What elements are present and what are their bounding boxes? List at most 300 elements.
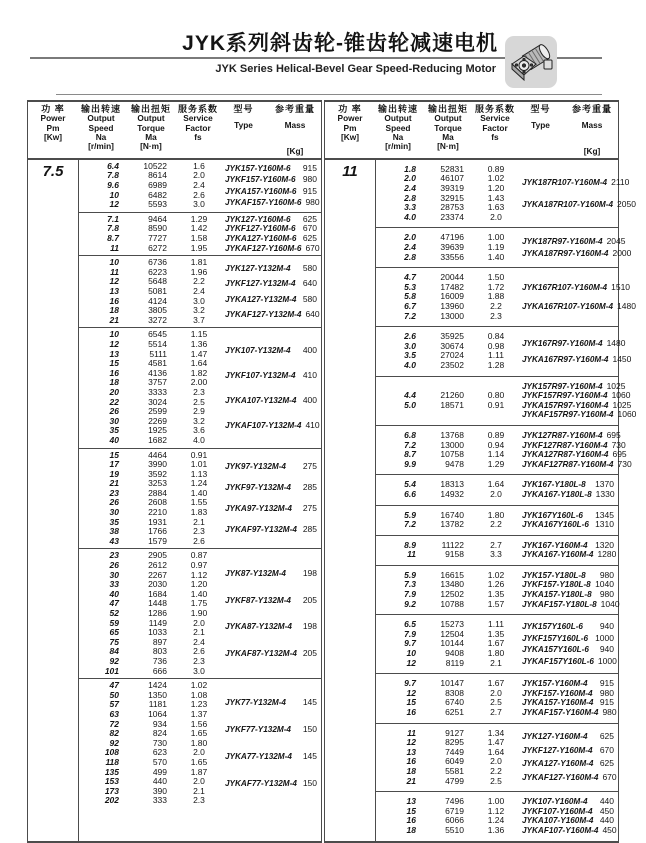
speed-cell: 2.0	[404, 173, 416, 184]
type-cell: JYKAF127-Y160M-6	[225, 243, 302, 253]
torque-cell: 13782	[440, 519, 464, 530]
mass-cell: 625	[599, 731, 614, 742]
spec-block	[376, 791, 618, 840]
speed-cell: 7.2	[404, 310, 416, 321]
speed-cell: 23	[109, 487, 119, 498]
mass-cell: 198	[302, 621, 317, 632]
speed-cell: 2.4	[404, 242, 416, 253]
type-cell: JYKF127-Y160M-4	[522, 745, 593, 755]
type-cell: JYKF97-Y132M-4	[225, 483, 291, 493]
type-cell: JYK77-Y132M-4	[225, 698, 286, 708]
speed-cell: 5.8	[404, 291, 416, 302]
type-list	[219, 215, 321, 253]
type-cell: JYKA107-Y132M-4	[225, 395, 297, 405]
mass-cell: 145	[302, 751, 317, 762]
torque-cell: 5593	[148, 199, 167, 210]
type-cell: JYKA167-Y180L-8	[522, 489, 592, 499]
speed-cell: 12	[109, 199, 119, 210]
type-row	[225, 197, 320, 208]
torque-cell: 1350	[148, 689, 167, 700]
torque-cell: 10788	[440, 598, 464, 609]
type-row	[522, 301, 636, 312]
torque-cell: 3990	[148, 459, 167, 470]
type-cell: JYK167-Y180L-8	[522, 480, 586, 490]
type-cell: JYKA157-Y160M-6	[225, 186, 297, 196]
speed-cell: 13	[109, 286, 119, 297]
fs-cell: 3.2	[193, 305, 205, 316]
torque-cell: 1064	[148, 708, 167, 719]
type-cell: JYKAF157-Y180L-8	[522, 599, 597, 609]
type-row	[225, 396, 317, 406]
type-cell: JYKA127R87-Y160M-4	[522, 450, 609, 460]
mass-cell: 205	[302, 648, 317, 659]
speed-cell: 135	[104, 766, 119, 777]
fs-cell: 1.36	[487, 824, 505, 835]
fs-cell: 2.2	[490, 519, 502, 530]
fs-cell: 1.35	[487, 589, 505, 600]
type-row	[522, 655, 617, 667]
speed-cell: 4.0	[404, 211, 416, 222]
speed-cell: 12	[406, 737, 416, 748]
speed-cell: 21	[406, 775, 416, 786]
torque-cell: 33556	[440, 251, 464, 262]
torque-cell: 9158	[445, 549, 464, 560]
fs-cell: 1.34	[487, 727, 505, 738]
mass-cell: 1310	[595, 519, 614, 530]
speed-cell: 47	[109, 680, 119, 691]
torque-cell: 1766	[148, 526, 167, 537]
fs-cell: 1.36	[190, 338, 208, 349]
speed-cell: 21	[109, 478, 119, 489]
fs-cell: 2.1	[193, 785, 205, 796]
type-row	[522, 449, 627, 460]
speed-cell: 7.9	[404, 589, 416, 600]
mass-cell: 670	[305, 242, 320, 253]
torque-cell: 736	[152, 655, 167, 666]
fs-cell: 1.47	[190, 348, 208, 359]
fs-cell: 1.83	[190, 507, 208, 518]
fs-cell: 1.02	[190, 680, 208, 691]
data-row	[376, 600, 516, 610]
data-row	[376, 550, 516, 560]
fs-cell: 1.6	[193, 160, 205, 171]
mass-cell: 145	[302, 697, 317, 708]
numeric-rows	[376, 480, 516, 499]
type-row	[225, 649, 317, 659]
torque-cell: 13768	[440, 429, 464, 440]
fs-cell: 2.3	[490, 310, 502, 321]
speed-cell: 38	[109, 526, 119, 537]
type-row	[225, 234, 317, 244]
torque-cell: 3253	[148, 478, 167, 489]
speed-cell: 57	[109, 699, 119, 710]
data-row	[376, 826, 516, 836]
type-list	[516, 729, 618, 787]
fs-cell: 3.0	[193, 665, 205, 676]
mass-cell: 1025	[606, 380, 626, 391]
type-cell: JYK87-Y132M-4	[225, 568, 286, 578]
torque-cell: 6066	[445, 815, 464, 826]
data-row	[79, 436, 219, 446]
type-list	[516, 380, 637, 420]
speed-cell: 7.1	[107, 213, 119, 224]
torque-cell: 897	[152, 636, 167, 647]
fs-cell: 1.15	[190, 329, 208, 340]
fs-cell: 1.80	[487, 509, 505, 520]
torque-cell: 12504	[440, 628, 464, 639]
mass-cell: 275	[302, 461, 317, 472]
fs-cell: 3.3	[490, 549, 502, 560]
fs-cell: 1.11	[488, 350, 504, 361]
power-value: 11	[342, 162, 358, 180]
header-type: 型号 Type	[233, 104, 254, 131]
type-row	[522, 248, 632, 259]
type-row	[522, 176, 630, 188]
speed-cell: 3.3	[404, 202, 416, 213]
torque-cell: 2267	[148, 569, 167, 580]
fs-cell: 1.67	[487, 638, 505, 649]
fs-cell: 1.00	[487, 796, 505, 807]
torque-cell: 28753	[440, 202, 464, 213]
speed-cell: 9.7	[404, 638, 416, 649]
speed-cell: 26	[109, 406, 119, 417]
speed-cell: 84	[109, 646, 119, 657]
mass-cell: 915	[302, 162, 317, 173]
type-list	[219, 330, 321, 445]
torque-cell: 13960	[440, 301, 464, 312]
speed-cell: 153	[104, 776, 119, 787]
fs-cell: 2.0	[490, 756, 502, 767]
data-row	[79, 244, 219, 254]
torque-cell: 46107	[440, 173, 464, 184]
speed-cell: 16	[109, 367, 119, 378]
type-row	[522, 746, 614, 756]
fs-cell: 1.65	[190, 728, 208, 739]
fs-cell: 0.91	[190, 449, 208, 460]
mass-cell: 2045	[606, 235, 626, 246]
fs-cell: 1.90	[190, 608, 208, 619]
fs-cell: 1.72	[487, 281, 505, 292]
power-column	[325, 160, 376, 841]
torque-cell: 1682	[148, 434, 167, 445]
mass-cell: 410	[302, 369, 317, 380]
torque-cell: 20044	[440, 272, 464, 283]
type-cell: JYKAF127-Y132M-4	[225, 310, 302, 320]
data-row	[376, 253, 516, 263]
type-cell: JYKAF157-Y160M-4	[522, 708, 599, 718]
type-row	[225, 596, 317, 606]
type-cell: JYKAF97-Y132M-4	[225, 525, 297, 535]
speed-cell: 26	[109, 497, 119, 508]
speed-cell: 15	[406, 697, 416, 708]
mass-cell: 2110	[611, 176, 630, 187]
type-row	[522, 759, 614, 769]
speed-cell: 40	[109, 588, 119, 599]
type-cell: JYKF87-Y132M-4	[225, 595, 291, 605]
numeric-rows	[376, 620, 516, 668]
speed-cell: 5.9	[404, 569, 416, 580]
type-row	[225, 483, 317, 493]
torque-cell: 8308	[445, 687, 464, 698]
fs-cell: 1.64	[487, 479, 505, 490]
mass-cell: 915	[302, 185, 317, 196]
mass-cell: 980	[302, 174, 317, 185]
type-row	[522, 281, 631, 293]
type-cell: JYKF127-Y132M-4	[225, 279, 296, 289]
speed-cell: 6.7	[404, 301, 416, 312]
type-cell: JYKA127-Y132M-4	[225, 294, 297, 304]
speed-cell: 2.0	[404, 232, 416, 243]
fs-cell: 1.55	[190, 497, 208, 508]
speed-cell: 6.6	[404, 488, 416, 499]
torque-cell: 730	[152, 737, 167, 748]
spec-block	[376, 227, 632, 267]
mass-cell: 730	[617, 458, 632, 469]
type-row	[522, 399, 632, 411]
torque-cell: 1684	[148, 588, 167, 599]
fs-cell: 2.3	[193, 386, 205, 397]
type-row	[522, 380, 626, 392]
torque-cell: 5514	[148, 338, 167, 349]
speed-cell: 92	[109, 737, 119, 748]
torque-cell: 5648	[148, 276, 167, 287]
type-row	[522, 824, 617, 836]
type-cell: JYKF157-Y160M-6	[225, 175, 296, 185]
type-cell: JYKA187R97-Y160M-4	[522, 249, 609, 259]
fs-cell: 2.1	[193, 627, 205, 638]
type-list	[516, 273, 636, 321]
fs-cell: 2.2	[490, 765, 502, 776]
speed-cell: 17	[109, 459, 119, 470]
speed-cell: 47	[109, 598, 119, 609]
speed-cell: 12	[109, 276, 119, 287]
numeric-rows	[79, 330, 219, 445]
torque-cell: 23374	[440, 211, 464, 222]
type-cell: JYK157Y160L-6	[522, 622, 583, 632]
type-cell: JYKAF157-Y160M-6	[225, 198, 302, 208]
type-cell: JYKA97-Y132M-4	[225, 504, 292, 514]
torque-cell: 1033	[148, 627, 167, 638]
fs-cell: 1.96	[190, 266, 208, 277]
spec-blocks	[376, 160, 637, 841]
type-row	[225, 264, 317, 274]
type-row	[225, 462, 317, 472]
speed-cell: 18	[109, 377, 119, 388]
type-cell: JYKF157R97-Y160M-4	[522, 391, 608, 401]
mass-cell: 440	[599, 796, 614, 807]
numeric-rows	[376, 165, 516, 223]
torque-cell: 7496	[445, 796, 464, 807]
fs-cell: 0.89	[487, 163, 505, 174]
table-half-11kw	[324, 100, 637, 843]
fs-cell: 1.13	[190, 468, 208, 479]
speed-cell: 18	[406, 824, 416, 835]
numeric-rows	[79, 451, 219, 547]
torque-cell: 47196	[440, 232, 464, 243]
speed-cell: 21	[109, 314, 119, 325]
speed-cell: 4.4	[404, 390, 416, 401]
speed-cell: 2.6	[404, 331, 416, 342]
header-divider-rule	[56, 94, 602, 95]
speed-cell: 16	[406, 756, 416, 767]
fs-cell: 1.47	[487, 737, 505, 748]
speed-cell: 33	[109, 579, 119, 590]
type-cell: JYKA157-Y180L-8	[522, 590, 592, 600]
mass-cell: 580	[302, 293, 317, 304]
torque-cell: 23502	[440, 359, 464, 370]
type-row	[522, 707, 617, 718]
fs-cell: 1.02	[487, 173, 505, 184]
type-row	[225, 295, 317, 305]
speed-cell: 1.8	[404, 163, 416, 174]
torque-cell: 39639	[440, 242, 464, 253]
numeric-rows	[376, 511, 516, 530]
speed-cell: 2.8	[404, 251, 416, 262]
type-row	[522, 698, 614, 708]
fs-cell: 2.0	[193, 776, 205, 787]
fs-cell: 0.91	[487, 399, 505, 410]
torque-cell: 3333	[148, 386, 167, 397]
page-title: JYK系列斜齿轮-锥齿轮减速电机	[182, 32, 498, 55]
speed-cell: 30	[109, 415, 119, 426]
type-cell: JYKF107-Y132M-4	[225, 370, 296, 380]
torque-cell: 4581	[148, 358, 167, 369]
torque-cell: 499	[152, 766, 167, 777]
torque-cell: 5581	[445, 765, 464, 776]
mass-cell: 1040	[595, 579, 614, 590]
mass-cell: 980	[305, 197, 320, 208]
fs-cell: 2.6	[193, 189, 205, 200]
speed-cell: 5.3	[404, 281, 416, 292]
speed-cell: 43	[109, 535, 119, 546]
fs-cell: 2.3	[193, 655, 205, 666]
fs-cell: 1.35	[487, 628, 505, 639]
type-cell: JYK127-Y160M-4	[522, 732, 588, 742]
type-row	[522, 634, 614, 644]
header-power: 功 率 Power Pm [Kw]	[40, 104, 66, 142]
type-cell: JYKF127-Y160M-6	[225, 224, 296, 234]
spec-block	[376, 425, 632, 474]
fs-cell: 1.24	[190, 478, 208, 489]
type-cell: JYK127-Y160M-6	[225, 214, 291, 224]
torque-cell: 52831	[440, 163, 464, 174]
mass-cell: 1480	[606, 337, 626, 348]
speed-cell: 13	[406, 746, 416, 757]
torque-cell: 39319	[440, 183, 464, 194]
fs-cell: 2.0	[193, 747, 205, 758]
type-cell: JYK127R87-Y160M-4	[522, 430, 603, 440]
type-row	[522, 429, 621, 441]
data-row	[79, 537, 219, 547]
fs-cell: 1.63	[487, 202, 505, 213]
fs-cell: 0.89	[487, 429, 505, 440]
mass-cell: 450	[602, 824, 617, 835]
speed-cell: 6.5	[404, 619, 416, 630]
torque-cell: 13000	[440, 310, 464, 321]
type-cell: JYK107-Y132M-4	[225, 345, 291, 355]
type-row	[522, 458, 632, 470]
torque-cell: 5111	[149, 348, 167, 359]
speed-cell: 52	[109, 608, 119, 619]
torque-cell: 10758	[440, 449, 464, 460]
torque-cell: 9127	[445, 727, 464, 738]
torque-cell: 2599	[148, 406, 167, 417]
fs-cell: 1.00	[487, 232, 505, 243]
fs-cell: 1.42	[190, 223, 208, 234]
type-cell: JYK187R97-Y160M-4	[522, 236, 603, 246]
mass-cell: 285	[302, 524, 317, 535]
data-row	[376, 361, 516, 371]
mass-cell: 1060	[611, 390, 631, 401]
type-row	[225, 569, 317, 579]
type-cell: JYKA157R97-Y160M-4	[522, 400, 609, 410]
torque-cell: 32915	[440, 192, 464, 203]
power-value: 7.5	[42, 162, 64, 180]
fs-cell: 2.4	[193, 180, 205, 191]
torque-cell: 2210	[148, 507, 167, 518]
mass-cell: 1040	[600, 598, 620, 609]
gear-motor-icon	[505, 36, 557, 88]
mass-cell: 1370	[595, 479, 614, 490]
fs-cell: 1.67	[487, 678, 505, 689]
type-cell: JYK157-Y160M-6	[225, 163, 291, 173]
type-cell: JYK187R107-Y160M-4	[522, 177, 608, 187]
fs-cell: 1.75	[190, 598, 208, 609]
fs-cell: 1.02	[487, 569, 505, 580]
speed-cell: 118	[105, 756, 119, 767]
type-cell: JYK157R97-Y160M-4	[522, 381, 603, 391]
speed-cell: 65	[109, 627, 119, 638]
header-type: 型号 Type	[530, 104, 551, 131]
spec-block	[376, 565, 618, 614]
mass-cell: 670	[302, 223, 317, 234]
fs-cell: 0.98	[487, 340, 505, 351]
fs-cell: 2.6	[193, 646, 205, 657]
type-row	[522, 353, 632, 365]
speed-cell: 5.4	[404, 479, 416, 490]
type-row	[522, 439, 626, 451]
torque-cell: 27024	[440, 350, 464, 361]
fs-cell: 2.6	[193, 535, 205, 546]
numeric-rows	[376, 382, 516, 420]
numeric-rows	[79, 551, 219, 676]
torque-cell: 6223	[148, 266, 167, 277]
torque-cell: 1286	[148, 608, 167, 619]
header-service-factor: 服务系数 Service Factor fs	[178, 104, 219, 142]
data-row	[376, 490, 516, 500]
mass-cell: 1025	[612, 399, 632, 410]
type-list	[516, 332, 632, 370]
torque-cell: 803	[152, 646, 167, 657]
mass-cell: 980	[599, 569, 614, 580]
fs-cell: 1.14	[487, 449, 505, 460]
speed-cell: 173	[104, 785, 119, 796]
type-cell: JYKAF157Y160L-6	[522, 656, 594, 666]
mass-cell: 198	[302, 567, 317, 578]
fs-cell: 0.84	[487, 331, 505, 342]
type-list	[516, 511, 618, 530]
type-row	[225, 698, 317, 708]
speed-cell: 9.9	[404, 458, 416, 469]
fs-cell: 1.58	[190, 233, 208, 244]
fs-cell: 0.80	[487, 390, 505, 401]
mass-cell: 915	[599, 678, 614, 689]
type-row	[225, 504, 317, 514]
data-row	[376, 213, 516, 223]
fs-cell: 1.23	[190, 699, 208, 710]
mass-cell: 410	[305, 419, 320, 430]
mass-cell: 980	[599, 589, 614, 600]
